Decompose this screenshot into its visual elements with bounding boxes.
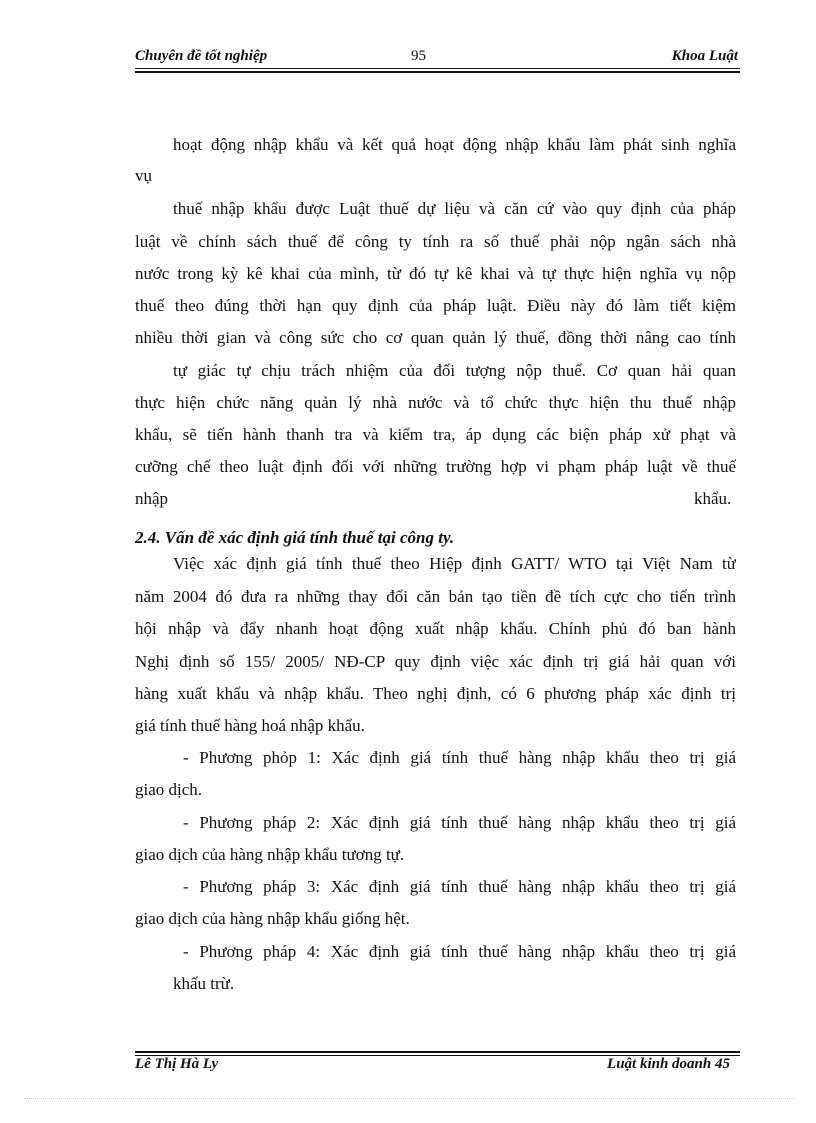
header-title: Chuyên đề tốt nghiệp: [135, 48, 268, 64]
footer-rule-thick: [135, 1051, 740, 1053]
body-line: nhiều thời gian và công sức cho cơ quan quản lý thuế, đồng thời nâng cao tính: [135, 328, 736, 347]
list-item-continuation: giao dịch của hàng nhập khẩu giống hệt.: [135, 909, 410, 928]
body-line: Nghị định số 155/ 2005/ NĐ-CP quy định việc xác định trị giá hải quan với: [135, 652, 736, 671]
list-item: - Phương pháp 4: Xác định giá tính thuế hàng nhập khẩu theo trị giá: [183, 942, 736, 961]
body-line: vụ: [135, 166, 152, 185]
body-line: nước trong kỳ kê khai của mình, từ đó tự kê khai và tự thực hiện nghĩa vụ nộp: [135, 264, 736, 283]
body-line: hội nhập và đẩy nhanh hoạt động xuất nhập khẩu. Chính phủ đó ban hành: [135, 619, 736, 638]
header-rule: [135, 68, 740, 69]
body-line: giá tính thuế hàng hoá nhập khẩu.: [135, 716, 365, 735]
header-department: Khoa Luật: [671, 48, 738, 64]
body-line: thuế nhập khẩu được Luật thuế dự liệu và căn cứ vào quy định của pháp: [173, 199, 736, 218]
body-line: tự giác tự chịu trách nhiệm của đối tượng nộp thuế. Cơ quan hải quan: [173, 361, 736, 380]
header-rule-thick: [135, 71, 740, 73]
body-line: Việc xác định giá tính thuế theo Hiệp định GATT/ WTO tại Việt Nam từ: [173, 554, 736, 573]
body-line: hoạt động nhập khẩu và kết quả hoạt động nhập khẩu làm phát sinh nghĩa: [173, 135, 736, 154]
body-line: khẩu, sẽ tiến hành thanh tra và kiểm tra, áp dụng các biện pháp xử phạt và: [135, 425, 736, 444]
list-item-continuation: giao dịch của hàng nhập khẩu tương tự.: [135, 845, 405, 864]
section-heading: 2.4. Vấn đề xác định giá tính thuế tại công ty.: [135, 528, 455, 547]
body-line: thuế theo đúng thời hạn quy định của pháp luật. Điều này đó làm tiết kiệm: [135, 296, 736, 315]
body-line: nhập: [135, 489, 169, 508]
body-line: năm 2004 đó đưa ra những thay đổi căn bản tạo tiền đề tích cực cho tiến trình: [135, 587, 736, 606]
body-line: luật về chính sách thuế để công ty tính ra số thuế phải nộp ngân sách nhà: [135, 232, 736, 251]
body-line: khẩu.: [694, 489, 732, 508]
page-bottom-border: [24, 1098, 794, 1099]
body-line: hàng xuất khẩu và nhập khẩu. Theo nghị định, có 6 phương pháp xác định trị: [135, 684, 736, 703]
footer-author: Lê Thị Hà Ly: [135, 1056, 219, 1072]
page-footer: [135, 1056, 740, 1076]
list-item-continuation: khấu trừ.: [173, 974, 235, 993]
list-item: - Phương pháp 3: Xác định giá tính thuế hàng nhập khẩu theo trị giá: [183, 877, 736, 896]
page-number: 95: [411, 48, 426, 64]
list-item-continuation: giao dịch.: [135, 780, 203, 799]
list-item: - Phương pháp 2: Xác định giá tính thuế hàng nhập khẩu theo trị giá: [183, 813, 736, 832]
page-header: [135, 48, 740, 68]
body-line: cưỡng chế theo luật định đối với những trường hợp vi phạm pháp luật về thuế: [135, 457, 736, 476]
footer-class: Luật kinh doanh 45: [607, 1056, 730, 1072]
list-item: - Phương phỏp 1: Xác định giá tính thuế hàng nhập khẩu theo trị giá: [183, 748, 736, 767]
body-line: thực hiện chức năng quản lý nhà nước và tổ chức thực hiện thu thuế nhập: [135, 393, 736, 412]
